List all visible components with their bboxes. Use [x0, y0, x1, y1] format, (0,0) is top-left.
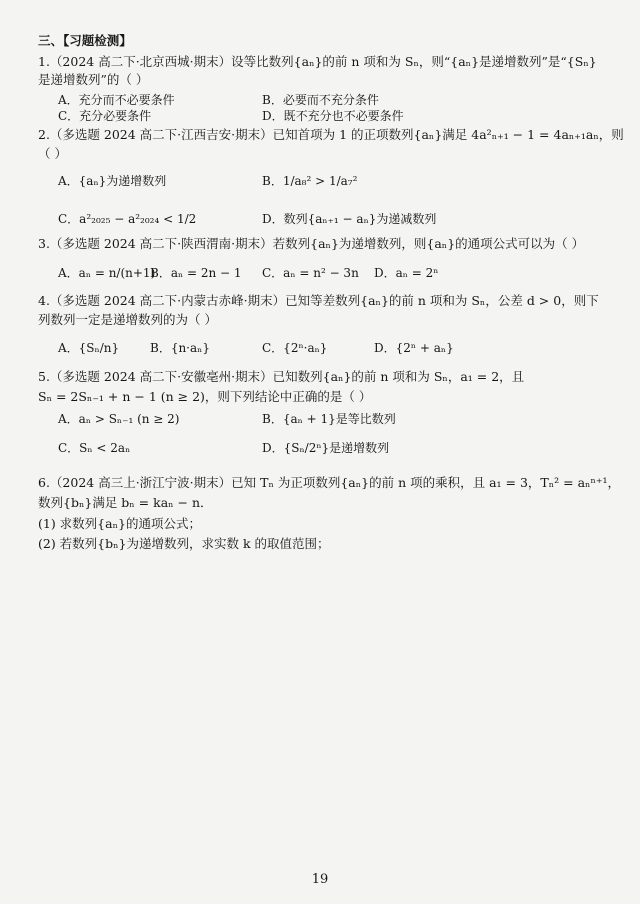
q5-line-1: 5.（多选题 2024 高二下·安徽亳州·期末）已知数列{aₙ}的前 n 项和为 Sₙ，a₁ = 2，且	[38, 369, 525, 384]
q3-option-d: D．aₙ = 2ⁿ	[374, 266, 439, 280]
q1-line-2: 是递增数列”的（ ）	[38, 72, 149, 87]
q4-option-c: C．{2ⁿ·aₙ}	[262, 341, 328, 355]
q1-option-a: A．充分而不必要条件	[58, 93, 175, 107]
q5-option-b: B．{aₙ + 1}是等比数列	[262, 412, 396, 426]
q3-option-c: C．aₙ = n² − 3n	[262, 266, 359, 280]
q1-option-c: C．充分必要条件	[58, 109, 152, 123]
q6-part-1: (1) 求数列{aₙ}的通项公式；	[38, 516, 201, 531]
q6-part-2: (2) 若数列{bₙ}为递增数列，求实数 k 的取值范围；	[38, 536, 330, 551]
q3-option-b: B．aₙ = 2n − 1	[150, 266, 242, 280]
q4-option-a: A．{Sₙ/n}	[58, 341, 120, 355]
section-heading: 三、【习题检测】	[38, 33, 132, 48]
q2-option-d: D．数列{aₙ₊₁ − aₙ}为递减数列	[262, 212, 437, 226]
q4-option-b: B．{n·aₙ}	[150, 341, 210, 355]
q1-line-1: 1.（2024 高二下·北京西城·期末）设等比数列{aₙ}的前 n 项和为 Sₙ，则“{aₙ}是递增数列”是“{Sₙ}	[38, 54, 597, 69]
q3-option-a: A．aₙ = n/(n+1)	[58, 266, 156, 280]
q2-line-2: （ ）	[38, 146, 67, 161]
q4-line-2: 列数列一定是递增数列的为（ ）	[38, 312, 217, 327]
q2-option-c: C．a²₂₀₂₅ − a²₂₀₂₄ < 1/2	[58, 212, 197, 226]
q1-option-b: B．必要而不充分条件	[262, 93, 379, 107]
q6-line-2: 数列{bₙ}满足 bₙ = kaₙ − n．	[38, 495, 213, 510]
q6-line-1: 6.（2024 高三上·浙江宁波·期末）已知 Tₙ 为正项数列{aₙ}的前 n 项的乘积，且 a₁ = 3，Tₙ² = aₙⁿ⁺¹，	[38, 475, 620, 490]
page-number: 19	[311, 872, 329, 887]
q5-line-2: Sₙ = 2Sₙ₋₁ + n − 1 (n ≥ 2)，则下列结论中正确的是（ ）	[38, 389, 372, 404]
q1-option-d: D．既不充分也不必要条件	[262, 109, 404, 123]
q3-line-1: 3.（多选题 2024 高二下·陕西渭南·期末）若数列{aₙ}为递增数列，则{aₙ}的通项公式可以为（ ）	[38, 236, 585, 251]
q5-option-d: D．{Sₙ/2ⁿ}是递增数列	[262, 441, 390, 455]
q4-line-1: 4.（多选题 2024 高二下·内蒙古赤峰·期末）已知等差数列{aₙ}的前 n 项和为 Sₙ，公差 d > 0，则下	[38, 293, 599, 308]
q4-option-d: D．{2ⁿ + aₙ}	[374, 341, 454, 355]
q2-line-1: 2.（多选题 2024 高二下·江西吉安·期末）已知首项为 1 的正项数列{aₙ}满足 4a²ₙ₊₁ − 1 = 4aₙ₊₁aₙ，则	[38, 127, 624, 142]
q2-option-b: B．1/a₈² > 1/a₇²	[262, 174, 358, 188]
q5-option-a: A．aₙ > Sₙ₋₁ (n ≥ 2)	[58, 412, 180, 426]
q5-option-c: C．Sₙ < 2aₙ	[58, 441, 131, 455]
q2-option-a: A．{aₙ}为递增数列	[58, 174, 167, 188]
